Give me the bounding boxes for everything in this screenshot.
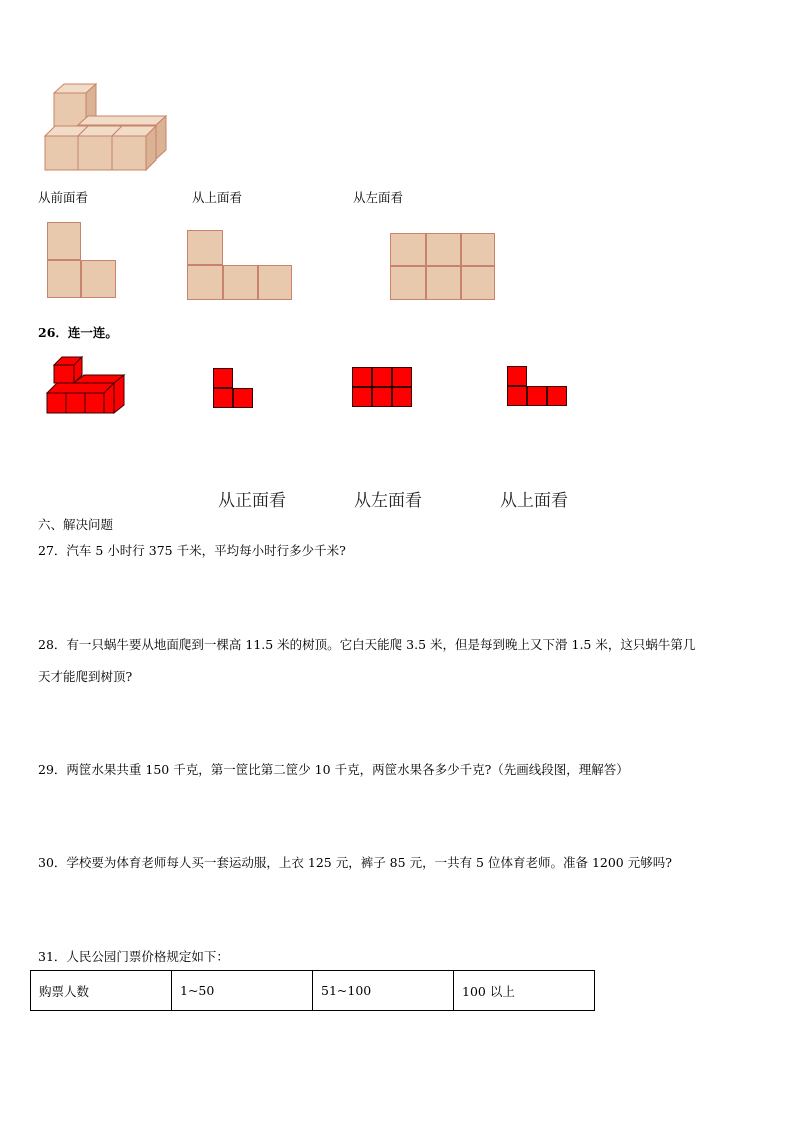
square (390, 266, 426, 300)
label-left-view: 从左面看 (354, 491, 422, 511)
square (372, 367, 392, 387)
top-view-label: 从上面看 (192, 190, 243, 205)
cube-face (78, 136, 112, 170)
red-cube-figure (44, 355, 126, 415)
square (461, 266, 495, 300)
square (352, 367, 372, 387)
cube-face (78, 116, 166, 125)
square (233, 388, 253, 408)
table-cell: 100 以上 (454, 971, 595, 1011)
square (187, 230, 223, 265)
square (507, 386, 527, 406)
left-view-label: 从左面看 (353, 190, 404, 205)
section-title: 六、解决问题 (38, 517, 114, 532)
square (223, 265, 258, 300)
square (426, 233, 461, 266)
square (392, 387, 412, 407)
square (527, 386, 547, 406)
square (426, 266, 461, 300)
cube-face (47, 383, 114, 393)
cube-face (85, 393, 104, 413)
label-front-view: 从正面看 (218, 491, 286, 511)
question-29: 29．两筐水果共重 150 千克，第一筐比第二筐少 10 千克，两筐水果各多少千克?（先画线段图，理解答） (38, 762, 629, 777)
question-28-line1: 28．有一只蜗牛要从地面爬到一棵高 11.5 米的树顶。它白天能爬 3.5 米，但是每到晚上又下滑 1.5 米，这只蜗牛第几 (38, 637, 696, 652)
question-28-line2: 天才能爬到树顶? (38, 669, 133, 684)
cube-stack-figure (40, 78, 175, 174)
cube-face (66, 393, 85, 413)
square (213, 368, 233, 388)
cube-face (54, 365, 74, 383)
square (258, 265, 292, 300)
square (507, 366, 527, 386)
square (547, 386, 567, 406)
q26-title: 26．连一连。 (38, 325, 118, 340)
question-30: 30．学校要为体育老师每人买一套运动服，上衣 125 元，裤子 85 元，一共有 5 位体育老师。准备 1200 元够吗? (38, 855, 672, 870)
square (81, 260, 116, 298)
square (47, 222, 81, 260)
label-top-view: 从上面看 (500, 491, 568, 511)
table-cell: 51~100 (313, 971, 454, 1011)
price-table (30, 970, 595, 1011)
square (352, 387, 372, 407)
square (47, 260, 81, 298)
question-31: 31．人民公园门票价格规定如下： (38, 949, 229, 964)
square (372, 387, 392, 407)
table-cell: 1~50 (172, 971, 313, 1011)
cube-face (54, 93, 86, 126)
cube-face (112, 136, 146, 170)
square (461, 233, 495, 266)
cube-face (45, 136, 78, 170)
table-row (31, 971, 595, 1011)
square (187, 265, 223, 300)
cube-face (47, 393, 66, 413)
table-cell-header: 购票人数 (31, 971, 172, 1011)
question-27: 27．汽车 5 小时行 375 千米，平均每小时行多少千米? (38, 543, 346, 558)
square (213, 388, 233, 408)
front-view-label: 从前面看 (38, 190, 89, 205)
square (390, 233, 426, 266)
square (392, 367, 412, 387)
